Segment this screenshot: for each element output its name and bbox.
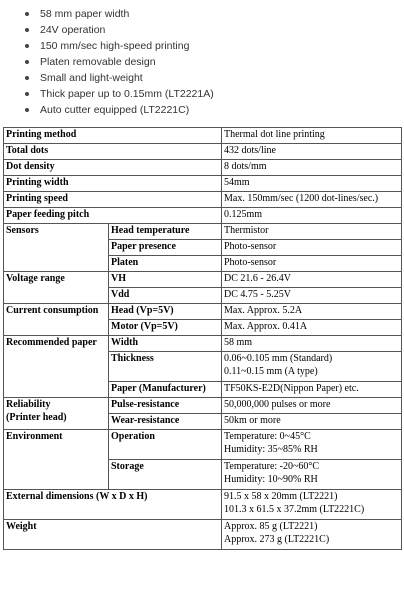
spec-sublabel: Pulse-resistance (109, 398, 222, 414)
spec-row-total-dots (4, 144, 402, 160)
feature-text: 150 mm/sec high-speed printing (40, 40, 190, 52)
feature-list (22, 6, 402, 118)
spec-row-environment (4, 430, 402, 460)
spec-value-line: Temperature: -20~60°C (224, 461, 320, 472)
spec-row-printing-width (4, 176, 402, 192)
feature-item (22, 54, 402, 70)
spec-sublabel: Motor (Vp=5V) (109, 320, 222, 336)
spec-value: DC 4.75 - 5.25V (222, 288, 402, 304)
spec-row-recommended-paper (4, 336, 402, 352)
spec-value (222, 352, 402, 382)
spec-row-sensors (4, 224, 402, 240)
spec-value: 58 mm (222, 336, 402, 352)
spec-value-line: 91.5 x 58 x 20mm (LT2221) (224, 491, 338, 502)
spec-value: 50,000,000 pulses or more (222, 398, 402, 414)
spec-value: DC 21.6 - 26.4V (222, 272, 402, 288)
spec-value: TF50KS-E2D(Nippon Paper) etc. (222, 382, 402, 398)
spec-sublabel: Storage (109, 460, 222, 490)
spec-value (222, 460, 402, 490)
spec-sublabel: Platen (109, 256, 222, 272)
spec-row-current-consumption (4, 304, 402, 320)
feature-item (22, 22, 402, 38)
spec-value (222, 520, 402, 550)
feature-text: 58 mm paper width (40, 8, 130, 20)
spec-value-line: 0.11~0.15 mm (A type) (224, 366, 318, 377)
spec-value: Thermal dot line printing (222, 128, 402, 144)
spec-label: Voltage range (4, 272, 109, 304)
spec-value: 50km or more (222, 414, 402, 430)
spec-value-line: 0.06~0.105 mm (Standard) (224, 353, 333, 364)
feature-text: Small and light-weight (40, 72, 143, 84)
spec-sublabel: Head temperature (109, 224, 222, 240)
feature-text: 24V operation (40, 24, 106, 36)
spec-value: 8 dots/mm (222, 160, 402, 176)
spec-value: Max. Approx. 5.2A (222, 304, 402, 320)
spec-value: Photo-sensor (222, 240, 402, 256)
spec-label: Printing speed (4, 192, 222, 208)
bullet-icon (25, 60, 29, 64)
spec-value-line: Humidity: 35~85% RH (224, 444, 318, 455)
spec-sublabel: Operation (109, 430, 222, 460)
bullet-icon (25, 44, 29, 48)
feature-item (22, 86, 402, 102)
spec-label: External dimensions (W x D x H) (4, 490, 222, 520)
spec-value (222, 490, 402, 520)
spec-value: Max. 150mm/sec (1200 dot-lines/sec.) (222, 192, 402, 208)
spec-value: 432 dots/line (222, 144, 402, 160)
feature-item (22, 38, 402, 54)
spec-label: Weight (4, 520, 222, 550)
spec-sublabel: Vdd (109, 288, 222, 304)
spec-row-voltage-range (4, 272, 402, 288)
spec-value: 0.125mm (222, 208, 402, 224)
spec-value-line: Approx. 273 g (LT2221C) (224, 534, 330, 545)
spec-sublabel: Thickness (109, 352, 222, 382)
spec-row-external-dimensions (4, 490, 402, 520)
spec-label: Sensors (4, 224, 109, 272)
bullet-icon (25, 28, 29, 32)
spec-value: Thermistor (222, 224, 402, 240)
spec-row-paper-feeding-pitch (4, 208, 402, 224)
feature-text: Auto cutter equipped (LT2221C) (40, 104, 190, 116)
spec-label: Environment (4, 430, 109, 490)
spec-value-line: Approx. 85 g (LT2221) (224, 521, 318, 532)
bullet-icon (25, 92, 29, 96)
spec-sublabel: Wear-resistance (109, 414, 222, 430)
bullet-icon (25, 12, 29, 16)
feature-item (22, 102, 402, 118)
spec-sublabel: Paper (Manufacturer) (109, 382, 222, 398)
spec-value-line: Temperature: 0~45°C (224, 431, 311, 442)
spec-sublabel: Width (109, 336, 222, 352)
spec-value-line: 101.3 x 61.5 x 37.2mm (LT2221C) (224, 504, 365, 515)
spec-row-weight (4, 520, 402, 550)
spec-label: Total dots (4, 144, 222, 160)
spec-label: Dot density (4, 160, 222, 176)
spec-sublabel: Paper presence (109, 240, 222, 256)
spec-label (4, 398, 109, 430)
spec-label: Printing width (4, 176, 222, 192)
spec-table (3, 127, 402, 550)
feature-item (22, 6, 402, 22)
feature-item (22, 70, 402, 86)
spec-value: 54mm (222, 176, 402, 192)
spec-label-line: Reliability (6, 399, 51, 410)
spec-value (222, 430, 402, 460)
spec-label: Printing method (4, 128, 222, 144)
spec-label: Paper feeding pitch (4, 208, 222, 224)
spec-sublabel: Head (Vp=5V) (109, 304, 222, 320)
spec-row-printing-speed (4, 192, 402, 208)
spec-row-printing-method (4, 128, 402, 144)
spec-row-reliability (4, 398, 402, 414)
feature-text: Platen removable design (40, 56, 156, 68)
spec-value-line: Humidity: 10~90% RH (224, 474, 318, 485)
feature-text: Thick paper up to 0.15mm (LT2221A) (40, 88, 214, 100)
spec-sublabel: VH (109, 272, 222, 288)
spec-row-dot-density (4, 160, 402, 176)
bullet-icon (25, 108, 29, 112)
spec-value: Photo-sensor (222, 256, 402, 272)
spec-label: Current consumption (4, 304, 109, 336)
bullet-icon (25, 76, 29, 80)
spec-label-line: (Printer head) (6, 412, 67, 423)
spec-value: Max. Approx. 0.41A (222, 320, 402, 336)
spec-label: Recommended paper (4, 336, 109, 398)
